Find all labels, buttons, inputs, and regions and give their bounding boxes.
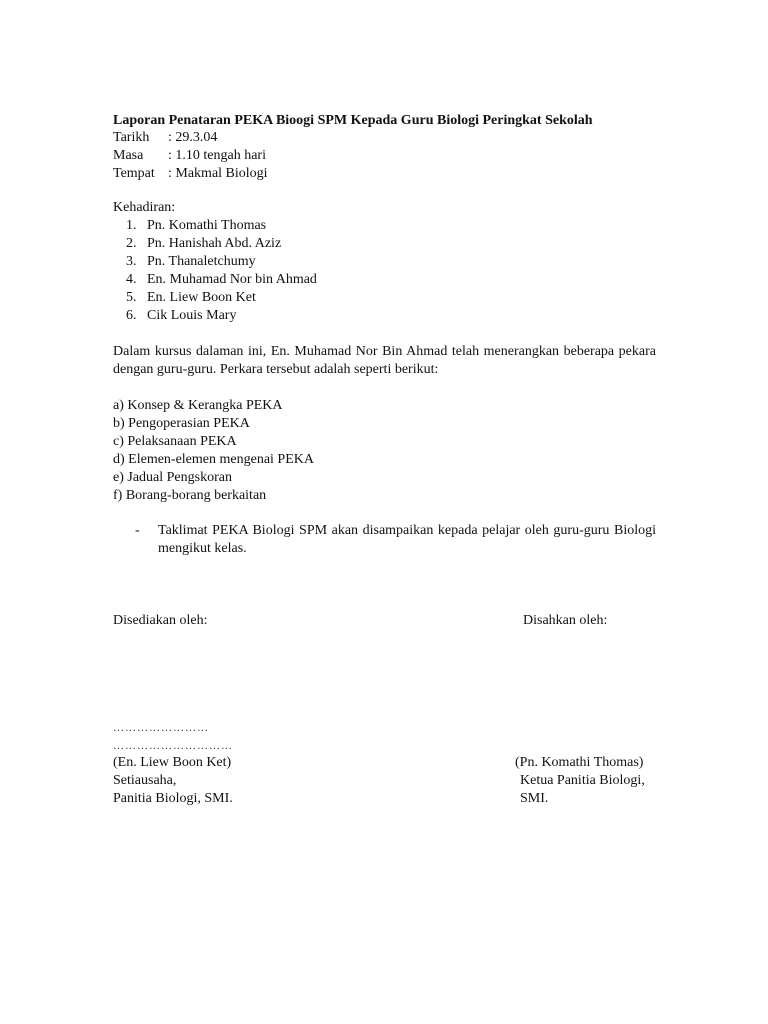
bullet-text: Taklimat PEKA Biologi SPM akan disampaikan kepada pelajar oleh guru-guru Biologi mengikut kelas. [158, 523, 656, 556]
topic-item: c) Pelaksanaan PEKA [113, 434, 237, 449]
signatory-name: (Pn. Komathi Thomas) [515, 755, 644, 770]
list-item: 2. Pn. Hanishah Abd. Aziz [126, 236, 282, 251]
topic-item: f) Borang-borang berkaitan [113, 488, 267, 503]
meta-row-date [113, 129, 656, 147]
signatory-name: (En. Liew Boon Ket) [113, 755, 232, 770]
topic-list [113, 397, 656, 505]
meeting-details [113, 129, 656, 183]
prepared-by-label: Disediakan oleh: [113, 613, 208, 628]
topic-item: a) Konsep & Kerangka PEKA [113, 398, 283, 413]
attendance-section [113, 199, 656, 325]
list-item: 6. Cik Louis Mary [126, 308, 237, 323]
list-item: 5. En. Liew Boon Ket [126, 290, 256, 305]
list-item: 4. En. Muhamad Nor bin Ahmad [126, 272, 317, 287]
signatory-org: Panitia Biologi, SMI. [113, 791, 233, 806]
meta-row-time [113, 147, 656, 165]
report-title: Laporan Penataran PEKA Bioogi SPM Kepada Guru Biologi Peringkat Sekolah [113, 113, 593, 128]
topic-item: b) Pengoperasian PEKA [113, 416, 250, 431]
meta-key: Masa [113, 148, 144, 163]
meta-key: Tarikh [113, 130, 150, 145]
list-item: 3. Pn. Thanaletchumy [126, 254, 256, 269]
signature-line: ………………………… [113, 740, 233, 752]
meta-value: : 1.10 tengah hari [168, 148, 266, 163]
topic-item: e) Jadual Pengskoran [113, 470, 232, 485]
topic-item: d) Elemen-elemen mengenai PEKA [113, 452, 314, 467]
list-item: 1. Pn. Komathi Thomas [126, 218, 267, 233]
attendance-heading: Kehadiran: [113, 200, 176, 215]
signatory-org: SMI. [520, 791, 549, 806]
signatory-role: Setiausaha, [113, 773, 177, 788]
meta-row-place [113, 165, 656, 183]
right-signature-block [515, 754, 665, 808]
signature-line: …………………… [113, 722, 209, 734]
intro-paragraph: Dalam kursus dalaman ini, En. Muhamad Nor Bin Ahmad telah menerangkan beberapa pekara dengan guru-guru. Perkara tersebut adalah seperti berikut: [113, 344, 656, 377]
meta-value: : 29.3.04 [168, 130, 218, 145]
meta-key: Tempat [113, 166, 155, 181]
approved-by-label: Disahkan oleh: [523, 613, 608, 628]
signatory-role: Ketua Panitia Biologi, [520, 773, 645, 788]
meta-value: : Makmal Biologi [168, 166, 268, 181]
dash-bullet: - [135, 523, 140, 538]
attendance-list [113, 217, 656, 325]
